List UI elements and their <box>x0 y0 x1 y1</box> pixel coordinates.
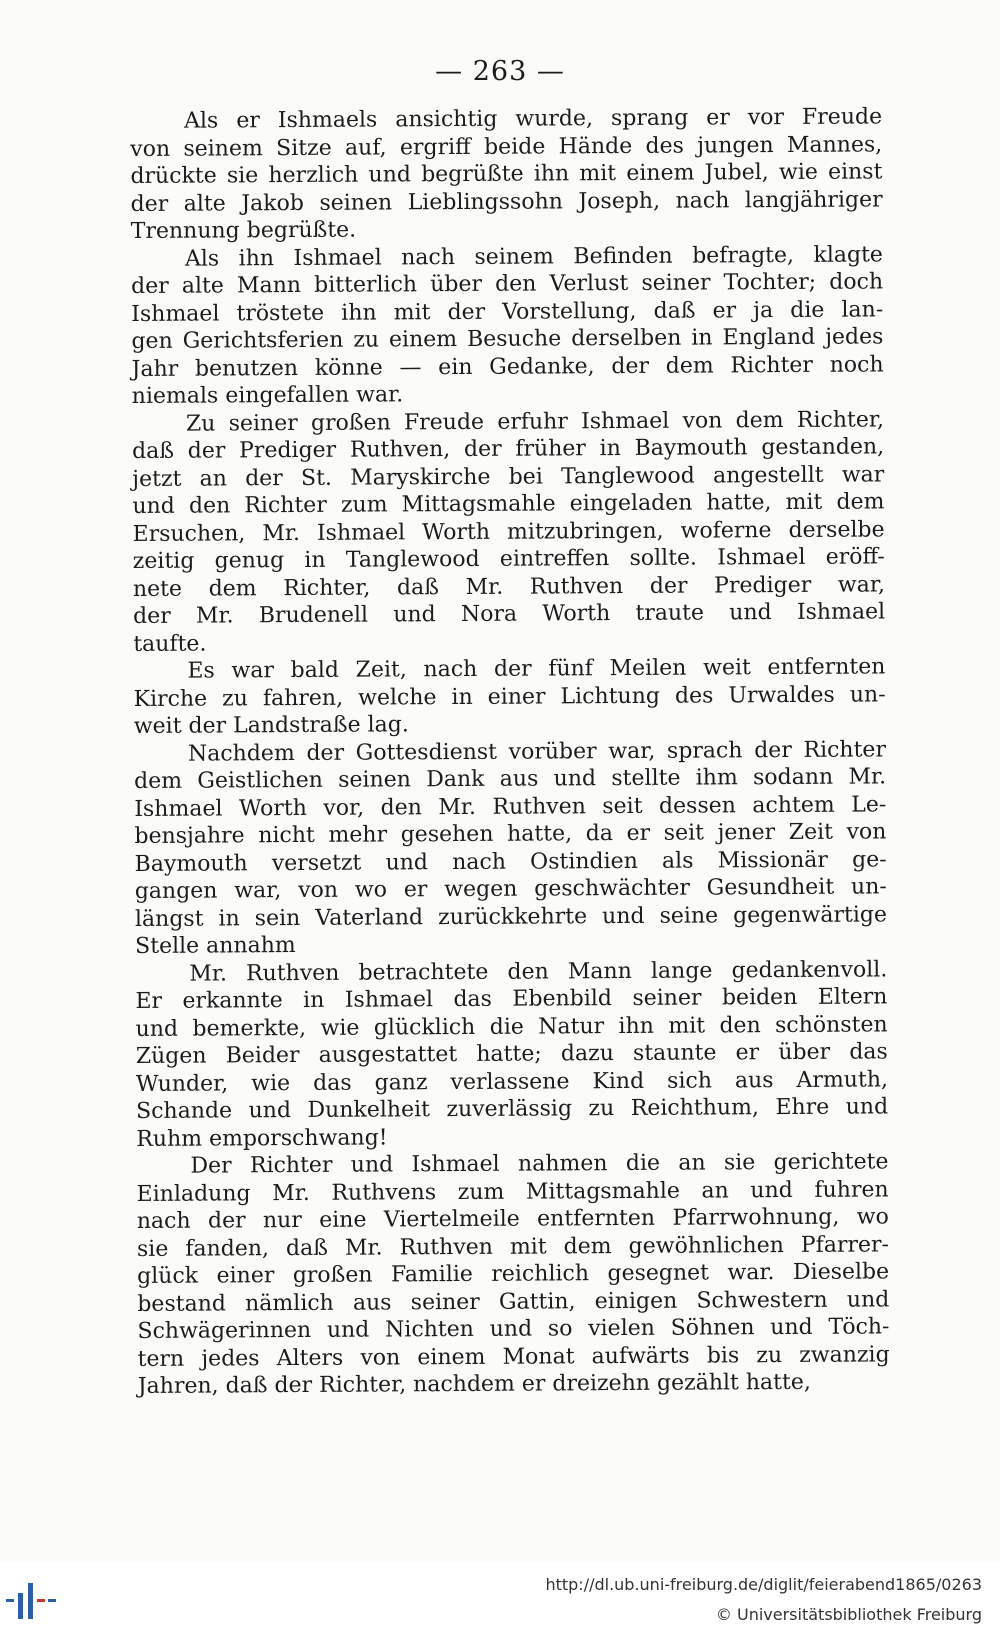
paragraph <box>134 736 887 961</box>
text-line: weit der Landstraße lag. <box>133 712 409 739</box>
text-line: gangen war, von wo er wegen geschwächter Gesundheit un- <box>134 874 887 904</box>
page-number: — 263 — <box>435 56 565 87</box>
text-line: nete dem Richter, daß Mr. Ruthven der Prediger war, <box>132 571 886 602</box>
paragraph <box>132 406 885 658</box>
text-line: Ersuchen, Mr. Ishmael Worth mitzubringen, woferne derselbe <box>132 516 885 547</box>
text-line: sie fanden, daß Mr. Ruthven mit dem gewöhnlichen Pfarrer- <box>136 1231 890 1262</box>
text-line: von seinem Sitze auf, ergriff beide Hände des jungen Mannes, <box>130 131 883 162</box>
ub-freiburg-logo-icon <box>4 1579 60 1623</box>
text-line: der Mr. Brudenell und Nora Worth traute und Ishmael <box>133 599 886 629</box>
text-line: dem Geistlichen seinen Dank aus und stellte ihm sodann Mr. <box>134 764 887 794</box>
text-line: Schwägerinnen und Nichten und so vielen Söhnen und Töch- <box>137 1314 890 1344</box>
text-line: längst in sein Vaterland zurückkehrte und seine gegenwärtige <box>134 901 888 932</box>
text-line: Einladung Mr. Ruthvens zum Mittagsmahle an und fuhren <box>136 1176 889 1207</box>
text-line: und den Richter zum Mittagsmahle eingeladen hatte, mit dem <box>132 489 885 519</box>
text-line: Als ihn Ishmael nach seinem Befinden befragte, klagte <box>184 241 883 272</box>
text-line: nach der nur eine Viertelmeile entfernten Pfarrwohnung, wo <box>136 1204 889 1234</box>
text-line: und bemerkte, wie glücklich die Natur ihn mit den schönsten <box>135 1011 888 1042</box>
text-line: glück einer großen Familie reichlich gesegnet war. Dieselbe <box>137 1259 890 1289</box>
text-line: tern jedes Alters von einem Monat aufwärts bis zu zwanzig <box>137 1341 890 1372</box>
text-line: der alte Jakob seinen Lieblingssohn Joseph, nach langjähriger <box>130 186 883 217</box>
text-line: Ishmael tröstete ihn mit der Vorstellung, daß er ja die lan- <box>131 296 884 327</box>
paragraph <box>136 1148 889 1400</box>
text-line: Mr. Ruthven betrachtete den Mann lange gedankenvoll. <box>189 956 888 987</box>
paragraph <box>135 956 888 1153</box>
text-line: Jahr benutzen könne — ein Gedanke, der dem Richter noch <box>131 351 884 382</box>
text-line: bestand nämlich aus seiner Gattin, einigen Schwestern und <box>137 1286 890 1317</box>
paragraph <box>130 103 883 245</box>
text-line: gen Gerichtsferien zu einem Besuche derselben in England jedes <box>131 324 884 354</box>
paragraph <box>131 241 884 411</box>
text-line: Kirche zu fahren, welche in einer Lichtung des Urwaldes un- <box>133 681 886 712</box>
text-line: Als er Ishmaels ansichtig wurde, sprang er vor Freude <box>184 104 883 134</box>
text-line: jetzt an der St. Maryskirche bei Tanglewood angestellt war <box>132 461 885 492</box>
body-text <box>130 103 890 1400</box>
footer <box>0 1563 1000 1637</box>
source-url[interactable]: http://dl.ub.uni-freiburg.de/diglit/feierabend1865/0263 <box>545 1575 982 1594</box>
text-line: niemals eingefallen war. <box>131 382 404 409</box>
text-line: bensjahre nicht mehr gesehen hatte, da er seit jener Zeit von <box>134 819 887 849</box>
copyright-notice: © Universitätsbibliothek Freiburg <box>715 1605 982 1624</box>
text-line: Er erkannte in Ishmael das Ebenbild seiner beiden Eltern <box>135 984 888 1014</box>
text-line: der alte Mann bitterlich über den Verlust seiner Tochter; doch <box>131 269 884 299</box>
text-line: taufte. <box>133 631 207 657</box>
text-line: daß der Prediger Ruthven, der früher in Baymouth gestanden, <box>132 434 885 464</box>
text-line: Wunder, wie das ganz verlassene Kind sich aus Armuth, <box>135 1066 889 1097</box>
text-line: Der Richter und Ishmael nahmen die an sie gerichtete <box>190 1149 889 1179</box>
text-line: Nachdem der Gottesdienst vorüber war, sprach der Richter <box>187 736 887 767</box>
text-line: Jahren, daß der Richter, nachdem er dreizehn gezählt hatte, <box>137 1369 811 1399</box>
text-line: Ruhm emporschwang! <box>136 1124 388 1152</box>
text-line: Schande und Dunkelheit zuverlässig zu Reichthum, Ehre und <box>136 1094 889 1124</box>
text-line: Baymouth versetzt und nach Ostindien als Missionär ge- <box>134 846 887 877</box>
text-line: drückte sie herzlich und begrüßte ihn mit einem Jubel, wie einst <box>130 159 883 189</box>
paragraph <box>133 653 885 740</box>
text-line: Trennung begrüßte. <box>130 217 357 244</box>
text-line: Es war bald Zeit, nach der fünf Meilen weit entfernten <box>187 654 886 684</box>
text-line: Zügen Beider ausgestattet hatte; dazu staunte er über das <box>135 1039 888 1069</box>
text-line: Ishmael Worth vor, den Mr. Ruthven seit dessen achtem Le- <box>134 791 887 822</box>
text-line: Stelle annahm <box>135 933 296 959</box>
text-line: zeitig genug in Tanglewood eintreffen sollte. Ishmael eröff- <box>132 544 885 574</box>
text-line: Zu seiner großen Freude erfuhr Ishmael von dem Richter, <box>185 406 884 437</box>
